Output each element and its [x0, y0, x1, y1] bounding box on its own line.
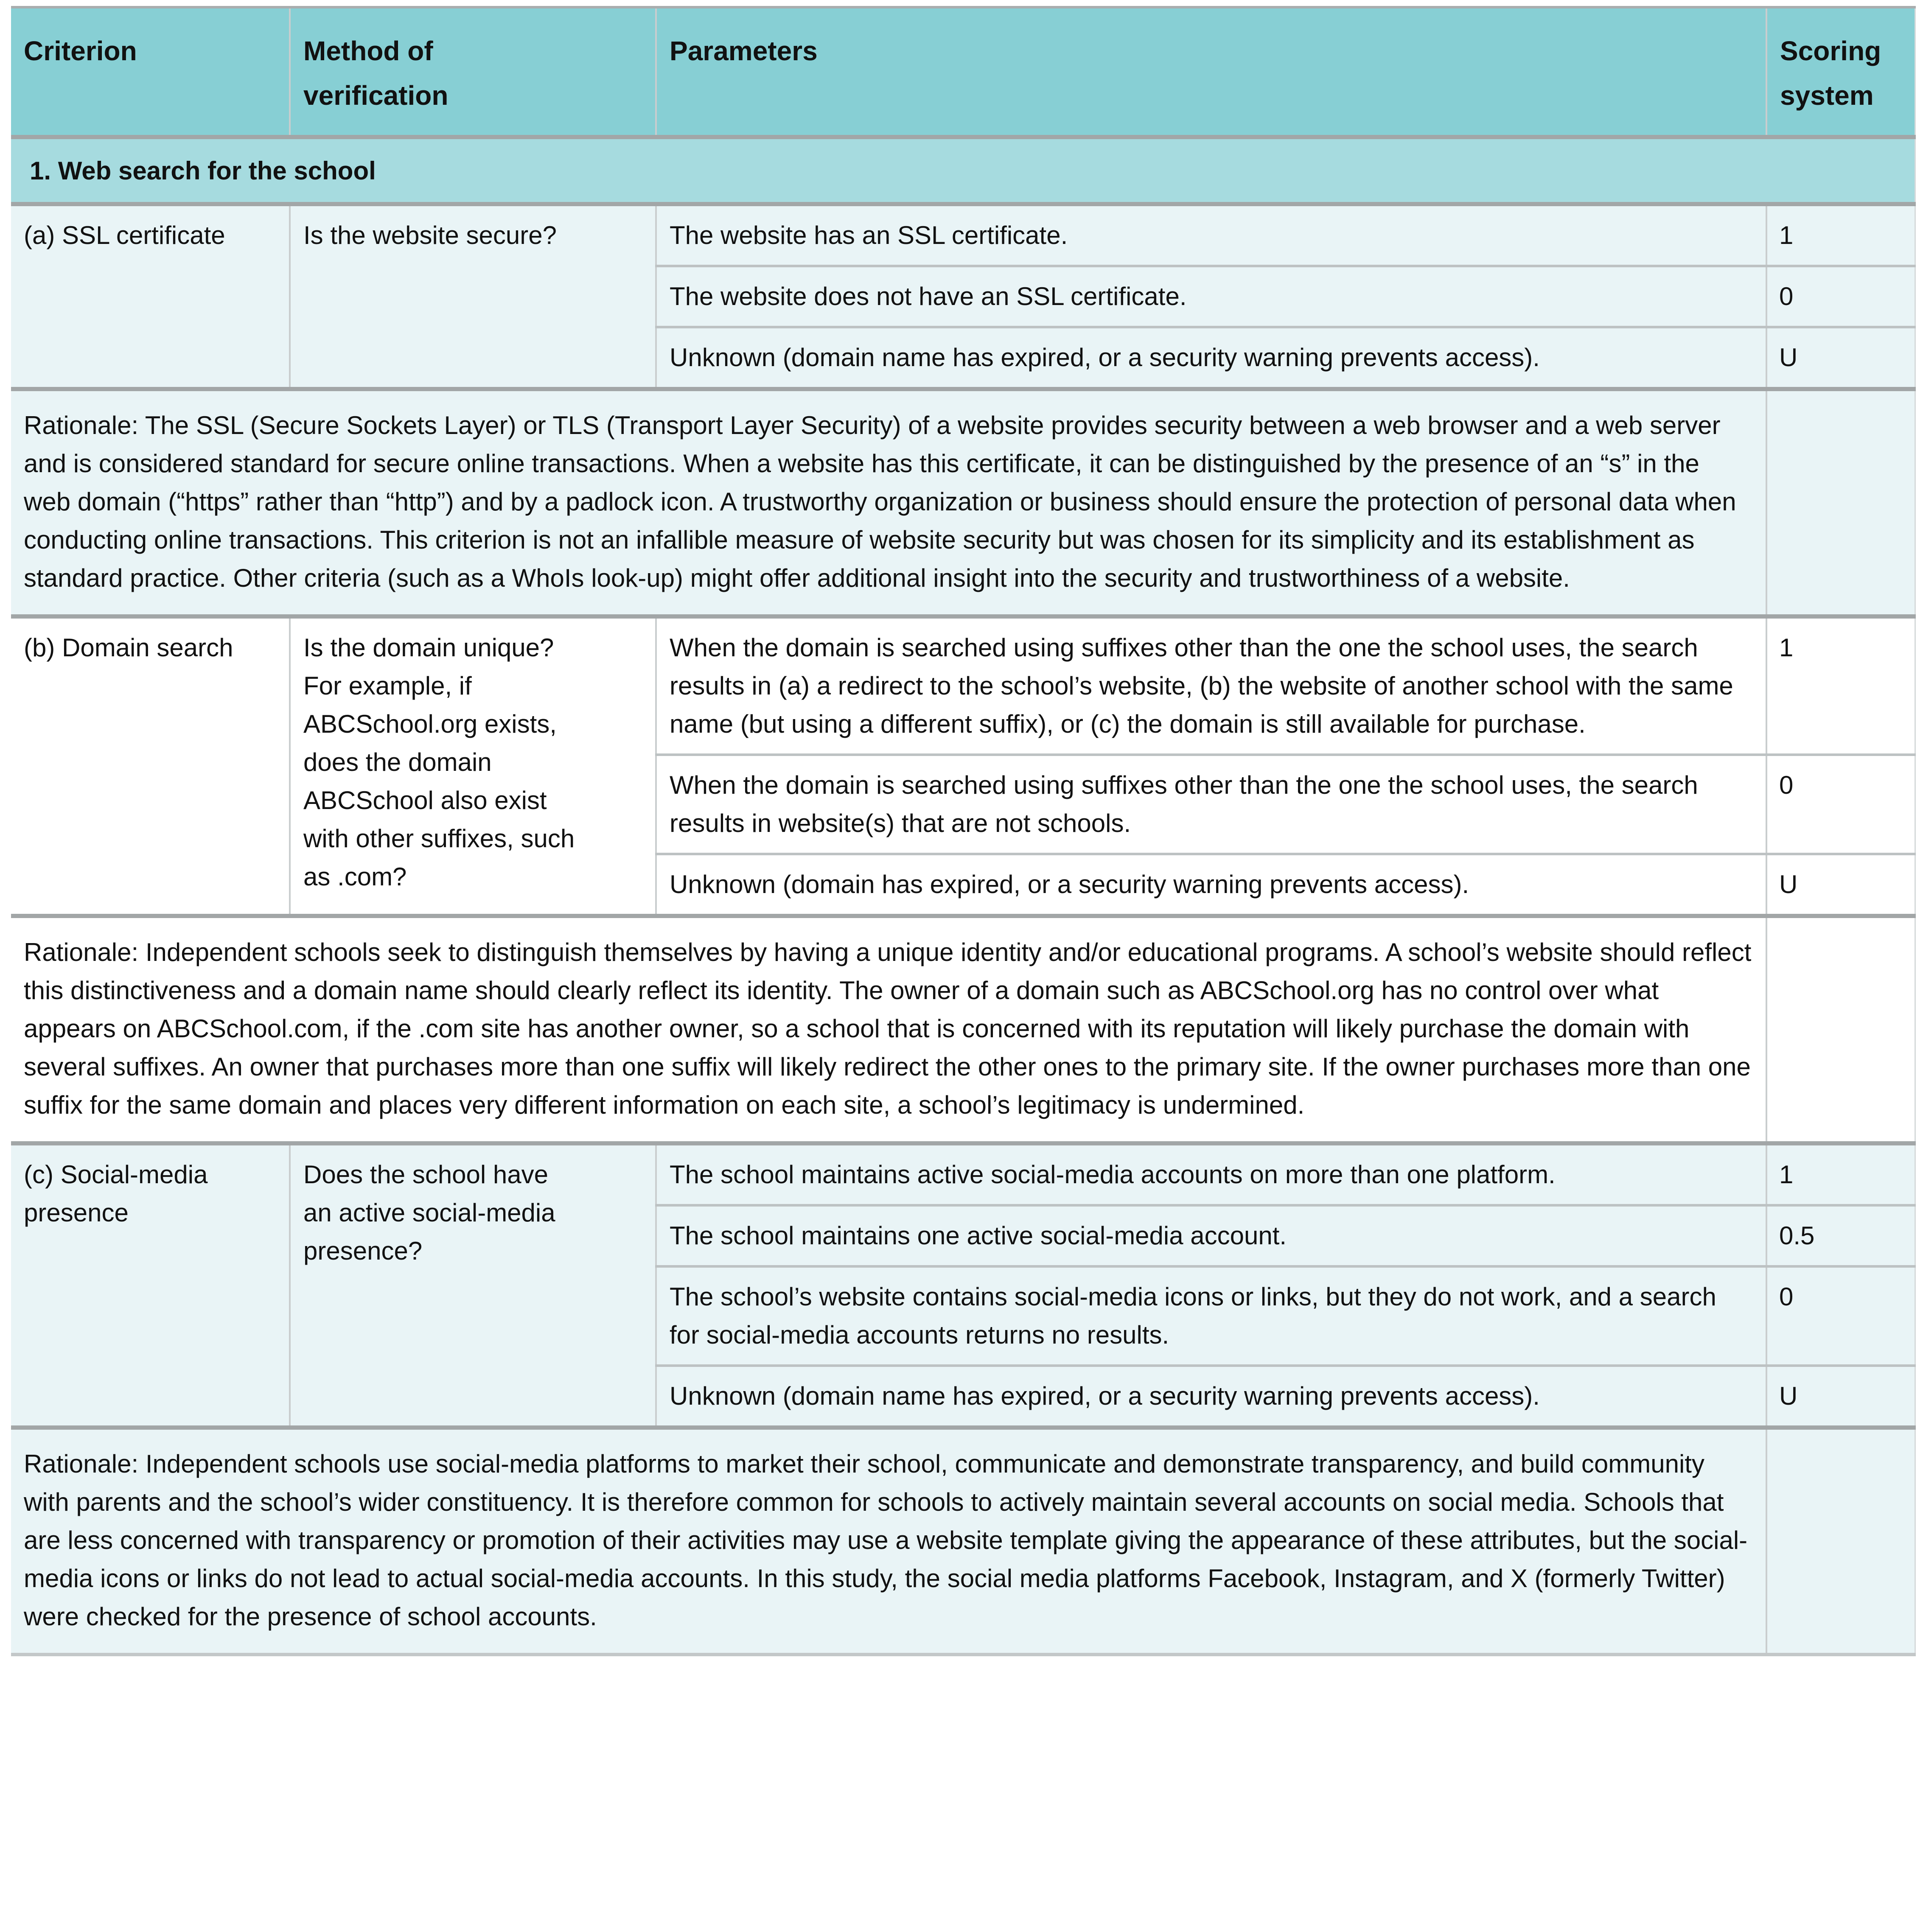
section-row: [11, 137, 1915, 204]
score-c3-cell: 0: [1766, 1266, 1915, 1366]
table-row: [11, 1428, 1915, 1655]
parameter-a2-cell: The website does not have an SSL certificate.: [656, 266, 1766, 327]
method-a-label: Is the website secure?: [303, 221, 557, 249]
score-b1-cell: 1: [1766, 616, 1915, 755]
rationale-c-cell: Rationale: Independent schools use social-media platforms to market their school, communicate and demonstrate transparency, and build community with parents and the school’s wider constituency. It is therefore common for schools to actively maintain several accounts on social media. Schools that are less concerned with transparency or promotion of their activities may use a website template giving the appearance of these attributes, but the social-media icons or links do not lead to actual social-media accounts. In this study, the social media platforms Facebook, Instagram, and X (formerly Twitter) were checked for the presence of school accounts.: [11, 1428, 1766, 1655]
method-c-cell: [290, 1143, 656, 1428]
section-title: 1. Web search for the school: [30, 157, 376, 185]
table-row: [11, 204, 1915, 266]
score-b3-cell: U: [1766, 854, 1915, 916]
section-title-cell: [11, 137, 1915, 204]
method-c-label: Does the school have an active social-media presence?: [303, 1160, 555, 1265]
method-b-cell: [290, 616, 656, 916]
parameter-c2-cell: The school maintains one active social-media account.: [656, 1205, 1766, 1266]
parameter-c4-cell: Unknown (domain name has expired, or a security warning prevents access).: [656, 1366, 1766, 1428]
score-c4-cell: U: [1766, 1366, 1915, 1428]
table-row: [11, 389, 1915, 616]
col-header-method: [290, 7, 656, 137]
score-a2-cell: 0: [1766, 266, 1915, 327]
parameter-a3-cell: Unknown (domain name has expired, or a security warning prevents access).: [656, 327, 1766, 389]
col-header-criterion: [11, 7, 290, 137]
criterion-c-cell: [11, 1143, 290, 1428]
parameter-b1-cell: When the domain is searched using suffixes other than the one the school uses, the search results in (a) a redirect to the school’s website, (b) the website of another school with the same name (but using a different suffix), or (c) the domain is still available for purchase.: [656, 616, 1766, 755]
criterion-b-cell: [11, 616, 290, 916]
criterion-a-cell: [11, 204, 290, 389]
parameter-a1-cell: The website has an SSL certificate.: [656, 204, 1766, 266]
score-a1-cell: 1: [1766, 204, 1915, 266]
col-header-parameters-label: Parameters: [670, 36, 818, 66]
table-row: [11, 616, 1915, 755]
score-c2-cell: 0.5: [1766, 1205, 1915, 1266]
criterion-c-label: (c) Social-media presence: [24, 1160, 208, 1227]
table-row: [11, 1143, 1915, 1205]
criterion-b-label: (b) Domain search: [24, 633, 233, 662]
scoring-criteria-table: [11, 6, 1916, 1656]
col-header-scoring: [1766, 7, 1915, 137]
header-row: [11, 7, 1915, 137]
parameter-c3-cell: The school’s website contains social-media icons or links, but they do not work, and a search for social-media accounts returns no results.: [656, 1266, 1766, 1366]
parameter-c1-cell: The school maintains active social-media accounts on more than one platform.: [656, 1143, 1766, 1205]
score-a-empty-cell: [1766, 389, 1915, 616]
score-a3-cell: U: [1766, 327, 1915, 389]
rationale-a-cell: Rationale: The SSL (Secure Sockets Layer) or TLS (Transport Layer Security) of a website provides security between a web browser and a web server and is considered standard for secure online transactions. When a website has this certificate, it can be distinguished by the presence of an “s” in the web domain (“https” rather than “http”) and by a padlock icon. A trustworthy organization or business should ensure the protection of personal data when conducting online transactions. This criterion is not an infallible measure of website security but was chosen for its simplicity and its establishment as standard practice. Other criteria (such as a WhoIs look-up) might offer additional insight into the security and trustworthiness of a website.: [11, 389, 1766, 616]
score-c1-cell: 1: [1766, 1143, 1915, 1205]
score-c-empty-cell: [1766, 1428, 1915, 1655]
method-a-cell: [290, 204, 656, 389]
col-header-method-label: Method of verification: [303, 36, 449, 111]
col-header-scoring-label: Scoring system: [1780, 36, 1881, 111]
score-b-empty-cell: [1766, 916, 1915, 1143]
col-header-criterion-label: Criterion: [24, 36, 137, 66]
parameter-b2-cell: When the domain is searched using suffixes other than the one the school uses, the search results in website(s) that are not schools.: [656, 755, 1766, 854]
table-row: [11, 916, 1915, 1143]
rationale-b-cell: Rationale: Independent schools seek to distinguish themselves by having a unique identity and/or educational programs. A school’s website should reflect this distinctiveness and a domain name should clearly reflect its identity. The owner of a domain such as ABCSchool.org has no control over what appears on ABCSchool.com, if the .com site has another owner, so a school that is concerned with its reputation will likely purchase the domain with several suffixes. An owner that purchases more than one suffix will likely redirect the other ones to the primary site. If the owner purchases more than one suffix for the same domain and places very different information on each site, a school’s legitimacy is undermined.: [11, 916, 1766, 1143]
criterion-a-label: (a) SSL certificate: [24, 221, 225, 249]
method-b-label: Is the domain unique? For example, if ABCSchool.org exists, does the domain ABCSchool also exist with other suffixes, such as .com?: [303, 633, 575, 891]
parameter-b3-cell: Unknown (domain has expired, or a security warning prevents access).: [656, 854, 1766, 916]
score-b2-cell: 0: [1766, 755, 1915, 854]
col-header-parameters: [656, 7, 1766, 137]
